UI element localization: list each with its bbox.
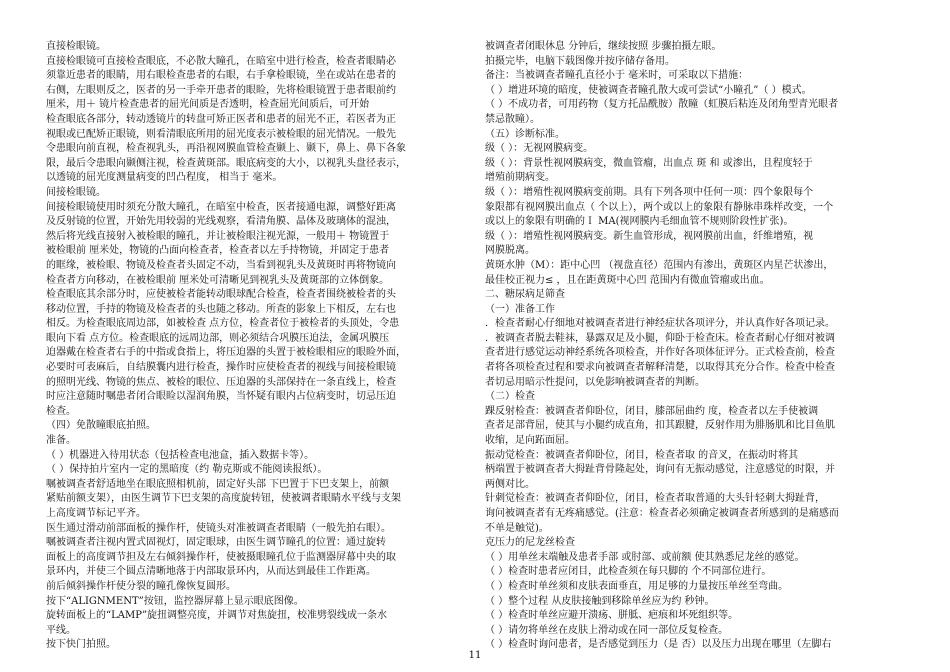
text-line: （ ）不成功者，可用药物（复方托品酰胺）散瞳（虹膜后粘连及闭角型青光眼者 [485, 99, 839, 111]
text-line: （ ）保持拍片室内一定的黑暗度（约 勒克斯或不能阅读报纸）。 [46, 464, 328, 476]
text-line: 令患眼向前直视，检查视乳头，再沿视网膜血管检查颞上、颞下，鼻上、鼻下各象 [46, 143, 406, 155]
text-line: 级（ ）：增殖性视网膜病变。新生血管形成，视网膜前出血，纤维增殖，视 [485, 230, 814, 242]
text-line: 被调查者闭眼休息 分钟后，继续按照 步骤拍摄左眼。 [485, 41, 722, 52]
text-line: 二、糖尿病足筛查 [485, 289, 565, 301]
text-line: 的眶缘，被检眼、物镜及检查者头固定不动，当看到视乳头及黄斑时再将物镜向 [46, 259, 396, 271]
text-line: （ ）增进环境的暗度，使被调查者瞳孔散大或可尝试“小瞳孔”（ ）模式。 [485, 84, 812, 96]
text-line: 级（ ）：背景性视网膜病变，微血管瘤，出血点 斑 和 或渗出，且程度轻于 [485, 157, 813, 169]
right-text-column [485, 40, 903, 653]
left-text-column [46, 40, 464, 653]
text-line: 查者足部背屈，使其与小腿约成直角，扣其跟腱，反射作用为腓肠肌和比目鱼肌 [485, 420, 835, 432]
text-line: 然后将光线直接射入被检眼的瞳孔，并让被检眼注视光源，一般用＋ 物镜置于 [46, 230, 390, 242]
text-line: （五）诊断标准。 [485, 128, 565, 140]
text-line: 备注：当被调查者瞳孔直径小于 毫米时，可采取以下措施： [485, 70, 749, 82]
text-line: 嘱被调查者舒适地坐在眼底照相机前，固定好头部 下巴置于下巴支架上，前额 [46, 478, 390, 490]
text-line: （ ）检查时患者应闭目，此检查须在每只脚的 个不同部位进行。 [485, 566, 772, 578]
text-line: 踝反射检查：被调查者仰卧位，闭目，膝部屈曲约 度，检查者以左手使被调 [485, 405, 819, 417]
text-line: 时应注意随时嘱患者闭合眼睑以湿润角膜，当怀疑有眼内占位病变时，切忌压迫 [46, 391, 396, 403]
text-line: 被检眼前 厘米处，物镜的凸面向检查者，检查者以左手持物镜，并固定于患者 [46, 245, 390, 257]
text-line: 针刺觉检查：被调查者仰卧位，闭目，检查者取普通的大头针轻刺大拇趾背， [485, 493, 825, 505]
text-line: 柄端置于被调查者大拇趾背骨隆起处，询问有无振动感觉，注意感觉的时限，并 [485, 464, 835, 476]
text-line: 间接检眼镜。 [46, 186, 106, 198]
text-line: 前后倾斜操作杆使分裂的瞳孔像恢复圆形。 [46, 580, 236, 592]
text-line: 象限都有视网膜出血点（ 个以上），两个或以上的象限有静脉串珠样改变，一个 [485, 201, 834, 213]
text-line: （ ）检查时单丝应避开溃疡、胼胝、疤痕和坏死组织等。 [485, 610, 739, 622]
text-line: （ ）检查时询问患者，是否感觉到压力（是 否）以及压力出现在哪里（左脚右 [485, 639, 832, 651]
text-line: 者将各项检查过程和要求向被调查者解释清楚，以取得其充分合作。检查中检查 [485, 362, 835, 374]
text-line: （ ）请勿将单丝在皮肤上滑动或在同一部位反复检查。 [485, 624, 729, 636]
text-line: 不单是触觉)。 [485, 522, 549, 534]
text-line: 直接检眼镜可直接检查眼底，不必散大瞳孔，在暗室中进行检查，检查者眼睛必 [46, 55, 396, 67]
text-line: 须靠近患者的眼睛，用右眼检查患者的右眼，右手拿检眼镜，坐在或站在患者的 [46, 70, 396, 82]
text-line: 相反。为检查眼底周边部，如被检查 点方位，检查者位于被检者的头顶处，令患 [46, 318, 400, 330]
text-line: 按下快门拍照。 [46, 639, 116, 651]
text-line: 按下“ALIGNMENT”按钮，监控器屏幕上显示眼底图像。 [46, 595, 304, 607]
text-line: 黄斑水肿（M）：距中心凹 （视盘直径）范围内有渗出，黄斑区内星芒状渗出， [485, 259, 834, 271]
text-line: 右侧，左眼则反之，医者的另一手牵开患者的眼睑，先将检眼镜置于患者眼前约 [46, 84, 396, 96]
text-line: 必要时可表麻后，自结膜囊内进行检查，操作时应使检查者的视线与间接检眼镜 [46, 362, 396, 374]
text-line: 准备。 [46, 435, 76, 447]
text-line: 级（ ）：无视网膜病变。 [485, 143, 594, 155]
text-line: 检查。 [46, 405, 76, 417]
text-line: 移动位置，手持的物镜及检查者的头也随之移动。所查的影象上下相反，左右也 [46, 303, 396, 315]
text-line: 厘米，用＋ 镜片检查患者的屈光间质是否透明，检查屈光间质后，可开始 [46, 99, 370, 111]
text-line: （四）免散瞳眼底拍照。 [46, 420, 156, 432]
text-line: 收缩，足向跖面屈。 [485, 435, 575, 447]
text-line: （ ）整个过程 从皮肤接触到移除单丝应为约 秒钟。 [485, 595, 715, 607]
text-line: 的照明光线、物镜的焦点、被检的眼位、压迫器的头部保持在一条直线上，检查 [46, 376, 396, 388]
text-line: （二）检查 [485, 391, 535, 403]
text-line: 查者进行感觉运动神经系统各项检查，并作好各项体征评分。正式检查前，检查 [485, 347, 835, 359]
text-line: 平线。 [46, 624, 76, 636]
text-line: （ ）用单丝末端触及患者手部 或肘部、或前额 使其熟悉尼龙丝的感觉。 [485, 551, 805, 563]
text-line: （一）准备工作 [485, 303, 555, 315]
text-line: 嘱被调查者注视内置式固视灯，固定眼球，由医生调节瞳孔的位置：通过旋转 [46, 537, 386, 549]
text-line: ．检查者耐心仔细地对被调查者进行神经症状各项评分，并认真作好各项记录。 [485, 318, 835, 330]
text-line: 间接检眼镜使用时须充分散大瞳孔，在暗室中检查，医者接通电源，调整好距离 [46, 201, 396, 213]
text-line: 增殖前期病变。 [485, 172, 555, 184]
text-line: 及反射镜的位置，开始先用较弱的光线观察，看清角膜、晶体及玻璃体的混浊， [46, 216, 396, 228]
text-line: 者切忌用暗示性提问，以免影响被调查者的判断。 [485, 376, 705, 388]
text-line: 检查眼底其余部分时，应使被检者能转动眼球配合检查，检查者围绕被检者的头 [46, 289, 396, 301]
text-line: 上高度调节标记平齐。 [46, 508, 146, 519]
text-line: 医生通过滑动前部面板的操作杆，使镜头对准被调查者眼睛（一般先拍右眼）。 [46, 522, 391, 534]
text-line: 检查者方向移动，在被检眼前 厘米处可清晰见到视乳头及黄斑部的立体倒象。 [46, 274, 390, 286]
text-line: 禁忌散瞳）。 [485, 113, 540, 125]
text-line: 视眼或已配矫正眼镜，则看清眼底所用的屈光度表示被检眼的屈光情况。一般先 [46, 128, 396, 140]
text-line: 旋转面板上的“LAMP”旋扭调整亮度，并调节对焦旋扭，校准劈裂线成一条水 [46, 610, 388, 622]
text-line: 最佳校正视力≤ ，且在距黄斑中心凹 范围内有微血管瘤或出血。 [485, 274, 770, 286]
text-line: 限，最后令患眼向颞侧注视，检查黄斑部。眼底病变的大小，以视乳头盘径表示， [46, 157, 406, 169]
text-line: ．被调查者脱去鞋袜，暴露双足及小腿，仰卧于检查床。检查者耐心仔细对被调 [485, 332, 835, 344]
text-line: （ ）检查时单丝须和皮肤表面垂直，用足够的力量按压单丝至弯曲。 [485, 580, 789, 592]
text-line: 直接检眼镜。 [46, 41, 106, 52]
page-number: 11 [468, 650, 482, 661]
text-line: 克压力的尼龙丝检查 [485, 537, 575, 549]
text-line: 询问被调查者有无疼痛感觉。(注意：检查者必须确定被调查者所感到的是痛感而 [485, 508, 839, 519]
text-line: 振动觉检查：被调查者仰卧位，闭目，检查者取 的音叉，在振动时将其 [485, 449, 799, 461]
text-line: 迫器戴在检查者右手的中指或食指上，将压迫器的头置于被检眼相应的眼睑外面， [46, 347, 406, 359]
text-line: （ ）机器进入待用状态（包括检查电池盒，插入数据卡等）。 [46, 449, 315, 461]
text-line: 紧贴前额支架），由医生调节下巴支架的高度旋转钮，使被调者眼睛水平线与支架 [46, 493, 401, 505]
text-line: 景环内，并使三个圆点清晰地落于内部取景环内，从而达到最佳工作距离。 [46, 566, 376, 578]
text-line: 以透镜的屈光度测量病变的凹凸程度， 相当于 毫米。 [46, 172, 283, 184]
text-line: 两侧对比。 [485, 478, 535, 490]
text-line: 拍摄完毕，电脑下载图像并按序储存备用。 [485, 55, 675, 67]
text-line: 面板上的高度调节担及左右倾斜操作杆，使被摄眼瞳孔位于监测器屏幕中央的取 [46, 551, 396, 563]
text-line: 网膜脱离。 [485, 245, 535, 257]
text-line: 检查眼底各部分，转动透镜片的转盘可矫正医者和患者的屈光不正，若医者为正 [46, 113, 396, 125]
text-line: 或以上的象限有明确的Ｉ MA(视网膜内毛细血管不规则阶段性扩张)。 [485, 216, 794, 228]
text-line: 级（ ）：增殖性视网膜病变前期。具有下列各项中任何一项：四个象限每个 [485, 186, 814, 198]
text-line: 眼向下看 点方位。检查眼底的远周边部，则必须结合巩膜压迫法，金属巩膜压 [46, 332, 390, 344]
